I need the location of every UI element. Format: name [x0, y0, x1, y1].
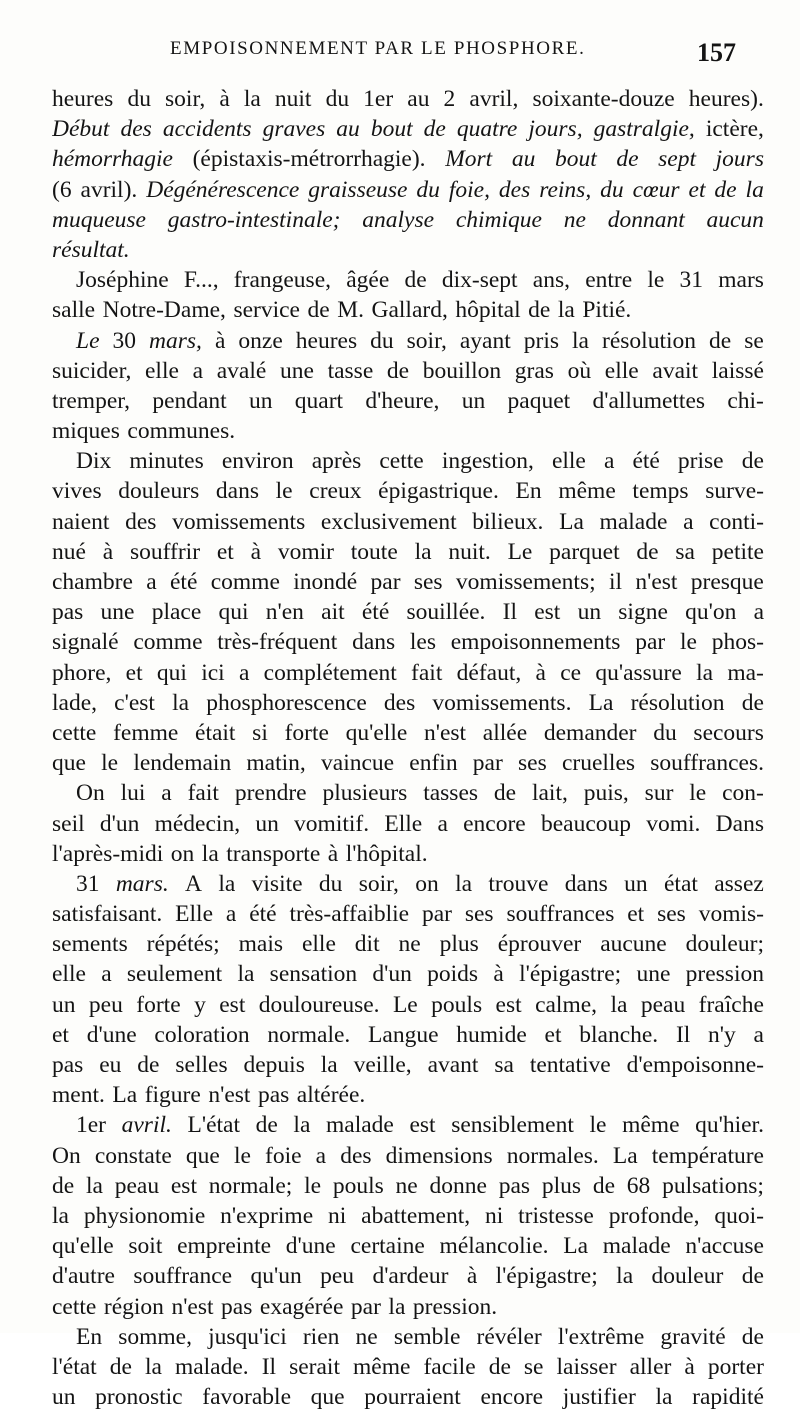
body-text: [52, 84, 764, 1412]
text-line: naient des vomissements exclusivement bilieux. La malade a conti-: [52, 508, 764, 535]
text-line: salle Notre-Dame, service de M. Gallard, hôpital de la Pitié.: [52, 297, 632, 324]
text-line: un pronostic favorable que pourraient encore justifier la rapidité: [52, 1384, 764, 1411]
text-line: l'état de la malade. Il serait même facile de se laisser aller à porter: [52, 1353, 764, 1380]
text-line: Dix minutes environ après cette ingestion, elle a été prise de: [76, 448, 764, 475]
text-line: 31 mars. A la visite du soir, on la trouve dans un état assez: [76, 870, 764, 897]
text-line: On constate que le foie a des dimensions normales. La température: [52, 1142, 764, 1169]
text-line: la physionomie n'exprime ni abattement, ni tristesse profonde, quoi-: [52, 1202, 764, 1229]
text-line: chambre a été comme inondé par ses vomissements; il n'est presque: [52, 569, 764, 595]
text-line: miques communes.: [52, 418, 236, 445]
text-line: Début des accidents graves au bout de quatre jours, gastralgie, ictère,: [52, 116, 764, 143]
text-line: vives douleurs dans le creux épigastrique. En même temps surve-: [52, 478, 764, 505]
text-line: et d'une coloration normale. Langue humide et blanche. Il n'y a: [52, 1021, 764, 1048]
text-line: Le 30 mars, à onze heures du soir, ayant pris la résolution de se: [76, 327, 764, 354]
text-line: heures du soir, à la nuit du 1er au 2 avril, soixante-douze heures).: [52, 86, 764, 112]
text-line: que le lendemain matin, vaincue enfin par ses cruelles souffrances.: [52, 750, 764, 777]
text-line: 1er avril. L'état de la malade est sensiblement le même qu'hier.: [76, 1112, 764, 1139]
text-line: On lui a fait prendre plusieurs tasses de lait, puis, sur le con-: [76, 780, 764, 807]
text-line: satisfaisant. Elle a été très-affaiblie par ses souffrances et ses vomis-: [52, 901, 764, 928]
text-line: ment. La figure n'est pas altérée.: [52, 1082, 366, 1109]
text-line: pas eu de selles depuis la veille, avant sa tentative d'empoisonne-: [52, 1052, 764, 1078]
text-line: lade, c'est la phosphorescence des vomissements. La résolution de: [52, 689, 764, 716]
text-line: (6 avril). Dégénérescence graisseuse du foie, des reins, du cœur et de la: [52, 176, 764, 203]
text-line: nué à souffrir et à vomir toute la nuit. Le parquet de sa petite: [52, 538, 764, 565]
text-line: cette région n'est pas exagérée par la pression.: [52, 1293, 498, 1320]
text-line: elle a seulement la sensation d'un poids à l'épigastre; une pression: [52, 961, 764, 988]
text-line: de la peau est normale; le pouls ne donne pas plus de 68 pulsations;: [52, 1172, 764, 1199]
text-line: sements répétés; mais elle dit ne plus éprouver aucune douleur;: [52, 931, 764, 958]
text-line: Joséphine F..., frangeuse, âgée de dix-sept ans, entre le 31 mars: [76, 267, 764, 294]
text-line: pas une place qui n'en ait été souillée. Il est un signe qu'on a: [52, 599, 764, 626]
text-line: muqueuse gastro-intestinale; analyse chimique ne donnant aucun: [52, 206, 764, 233]
text-line: suicider, elle a avalé une tasse de bouillon gras où elle avait laissé: [52, 357, 764, 384]
text-line: En somme, jusqu'ici rien ne semble révéler l'extrême gravité de: [76, 1323, 764, 1350]
page-number: 157: [697, 38, 736, 67]
text-line: qu'elle soit empreinte d'une certaine mélancolie. La malade n'accuse: [52, 1233, 764, 1260]
text-line: hémorrhagie (épistaxis-métrorrhagie). Mort au bout de sept jours: [52, 146, 764, 173]
text-line: phore, et qui ici a complétement fait défaut, à ce qu'assure la ma-: [52, 659, 764, 686]
text-line: seil d'un médecin, un vomitif. Elle a encore beaucoup vomi. Dans: [52, 810, 764, 837]
text-line: d'autre souffrance qu'un peu d'ardeur à l'épigastre; la douleur de: [52, 1263, 764, 1290]
text-line: l'après-midi on la transporte à l'hôpital.: [52, 840, 428, 867]
text-line: tremper, pendant un quart d'heure, un paquet d'allumettes chi-: [52, 387, 764, 414]
running-head: EMPOISONNEMENT PAR LE PHOSPHORE.: [170, 38, 586, 59]
text-line: signalé comme très-fréquent dans les empoisonnements par le phos-: [52, 629, 764, 656]
text-line: résultat.: [52, 236, 130, 263]
text-line: un peu forte y est douloureuse. Le pouls est calme, la peau fraîche: [52, 991, 764, 1018]
text-line: cette femme était si forte qu'elle n'est allée demander du secours: [52, 719, 764, 746]
